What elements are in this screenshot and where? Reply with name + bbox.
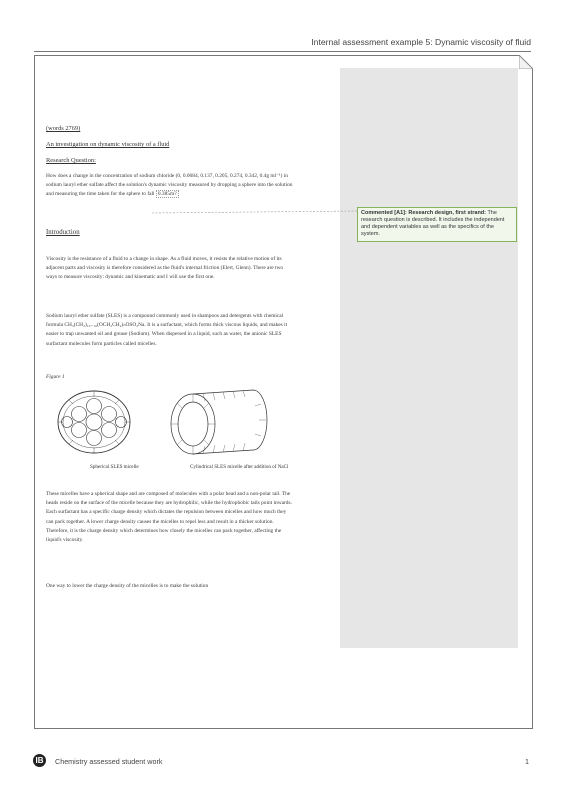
paragraph-micelles: These micelles have a spherical shape and are composed of molecules with a polar head and a non-polar tail. The heads reside on the surface of the micelle because they are hydrophilic, while the hydrophobic tails point inwards. Each surfactant has a specific charge density which dictates the repulsion between micelles and how much they can pack together. A lower charge density causes the micelles to repel less and result in a thicker solution. Therefore, it is the charge density which determines how closely the micelles can pack together, affecting the liquid's viscosity.: [46, 491, 292, 544]
document-title: An investigation on dynamic viscosity of a fluid: [46, 141, 170, 148]
comment-balloon[interactable]: [357, 207, 517, 242]
paragraph-viscosity: Viscosity is the resistance of a fluid to a change in shape. As a fluid moves, it resists the relative motion of its adjacent parts and viscosity is therefore considered as the fluid's internal friction (Elert, Glenn). There are two ways to measure viscosity: dynamic and kinematic and I will use the first one.: [46, 256, 284, 281]
comment-margin-pane: [340, 68, 518, 648]
header-title: Internal assessment example 5: Dynamic viscosity of fluid: [311, 37, 531, 47]
cylindrical-micelle-figure: [163, 384, 278, 460]
introduction-heading: Introduction: [46, 229, 80, 236]
header-divider: [34, 51, 531, 52]
figure-caption-spherical: Spherical SLES micelle: [90, 464, 139, 470]
paragraph-charge-density: One way to lower the charge density of the micelles is to make the solution: [46, 583, 209, 589]
word-count: (words 2769): [46, 125, 81, 132]
footer-text: Chemistry assessed student work: [55, 757, 163, 766]
figure-caption-cylindrical: Cylindrical SLES micelle after addition of NaCl: [190, 464, 289, 470]
research-question-heading: Research Question:: [46, 157, 96, 164]
page-number: 1: [525, 757, 529, 766]
ib-logo-icon: IB: [33, 754, 46, 767]
research-question-highlight[interactable]: 0.385m?: [157, 191, 177, 198]
comment-text: The research question is described. It includes the independent and dependent variables as well as the specifics of the system.: [361, 210, 505, 237]
research-question-text: [46, 172, 294, 200]
spherical-micelle-figure: [49, 386, 139, 458]
page-fold-corner: [519, 55, 533, 69]
research-question-body: How does a change in the concentration of sodium chloride (0, 0.0684, 0.137, 0.205, 0.274, 0.342, 0.4g ml⁻¹) in sodium lauryl ether sulfate affect the solution's dynamic viscosity measured by dropping a sphere into the solution and measuring the time taken for the sphere to fall: [46, 173, 293, 198]
paragraph-sles: Sodium lauryl ether sulfate (SLES) is a compound commonly used in shampoos and detergents with chemical formula CH₃(CH₂)₁₀₋₁₆(OCH₂CH₂)ₙOSO₃Na. It is a surfactant, which forms thick viscous liquids, and makes it easier to trap unwanted oil and grease (Sodium). When dispersed in a liquid, such as water, the anionic SLES surfactant molecules form particles called micelles.: [46, 313, 288, 347]
figure-label: Figure 1: [46, 374, 65, 380]
comment-label: Commented [A1]: Research design, first strand:: [361, 210, 486, 216]
document-page: [34, 55, 533, 729]
